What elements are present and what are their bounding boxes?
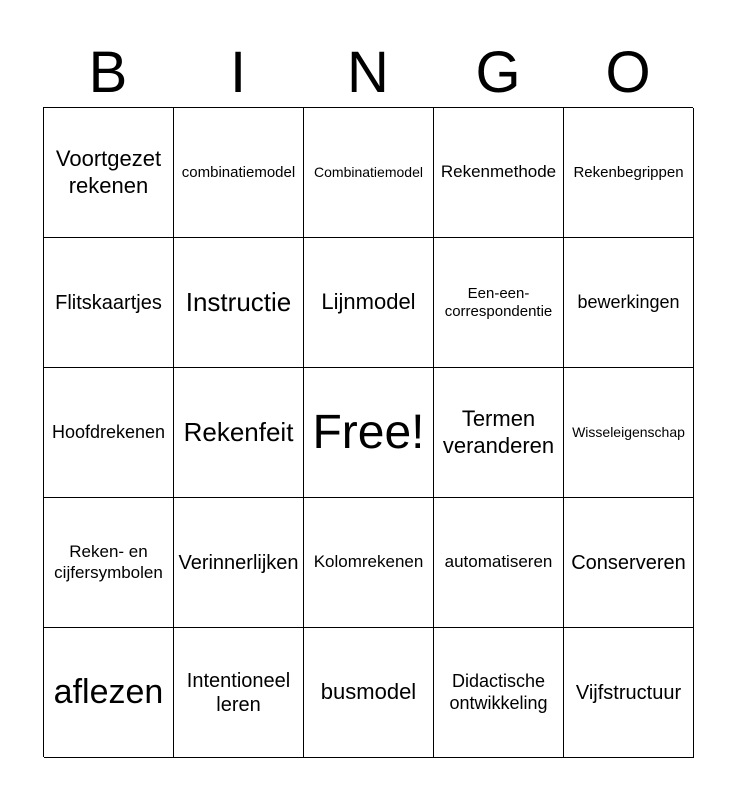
header-letter-n: N [347,40,389,105]
bingo-cell: Termen veranderen [434,368,564,498]
bingo-cell: Rekenbegrippen [564,108,694,238]
header-letter-b: B [88,40,128,105]
bingo-cell: Verinnerlijken [174,498,304,628]
bingo-cell: Vijfstructuur [564,628,694,758]
free-space: Free! [304,368,434,498]
header-letter-g: G [475,40,521,105]
bingo-cell: Lijnmodel [304,238,434,368]
bingo-cell: Combinatiemodel [304,108,434,238]
bingo-cell: Instructie [174,238,304,368]
bingo-cell: Kolomrekenen [304,498,434,628]
bingo-cell: Een-een-correspondentie [434,238,564,368]
bingo-header [43,40,693,106]
bingo-cell: Flitskaartjes [44,238,174,368]
bingo-cell: Rekenmethode [434,108,564,238]
bingo-cell: Wisseleigenschap [564,368,694,498]
bingo-cell: Conserveren [564,498,694,628]
bingo-board [43,107,693,757]
bingo-cell: Didactische ontwikkeling [434,628,564,758]
bingo-cell: aflezen [44,628,174,758]
bingo-cell: combinatiemodel [174,108,304,238]
bingo-cell: Rekenfeit [174,368,304,498]
bingo-cell: automatiseren [434,498,564,628]
bingo-cell: bewerkingen [564,238,694,368]
header-letter-o: O [605,40,651,105]
bingo-cell: Voortgezet rekenen [44,108,174,238]
bingo-cell: busmodel [304,628,434,758]
bingo-cell: Hoofdrekenen [44,368,174,498]
header-letter-i: I [229,40,247,105]
bingo-cell: Reken- en cijfersymbolen [44,498,174,628]
bingo-cell: Intentioneel leren [174,628,304,758]
